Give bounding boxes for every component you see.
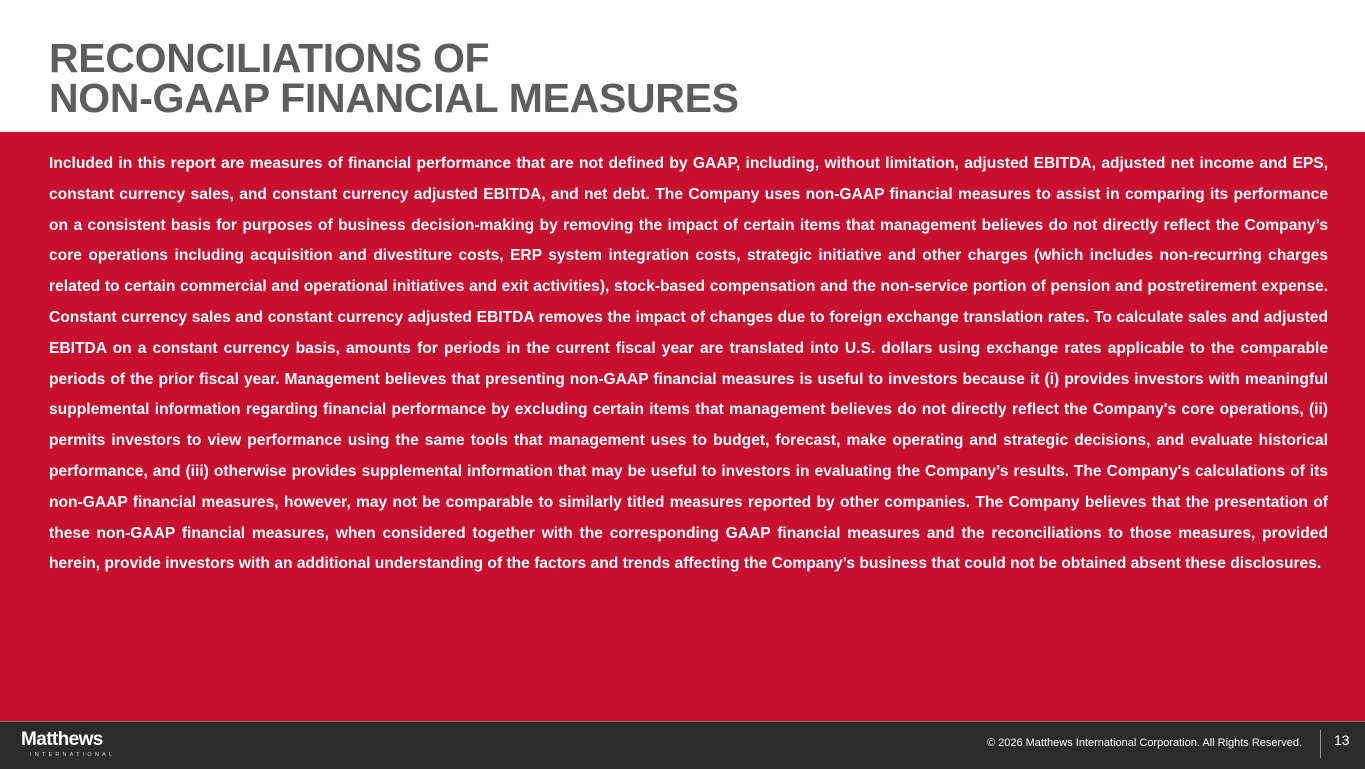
matthews-logo: [21, 729, 131, 763]
page-title-line-1: RECONCILIATIONS OF: [49, 35, 490, 81]
content-panel: [0, 132, 1365, 721]
logo-subtext: INTERNATIONAL: [30, 752, 116, 758]
slide-header: [0, 0, 1365, 132]
page-title: [49, 35, 739, 121]
logo-wordmark: Matthews: [21, 729, 103, 750]
disclosure-paragraph: Included in this report are measures of financial performance that are not defined by GAAP, including, without limitation, adjusted EBITDA, adjusted net income and EPS, constant currency sales, and constant currency adjusted EBITDA, and net debt. The Company uses non-GAAP financial measures to assist in comparing its performance on a consistent basis for purposes of business decision-making by removing the impact of certain items that management believes do not directly reflect the Company’s core operations including acquisition and divestiture costs, ERP system integration costs, strategic initiative and other charges (which includes non-recurring charges related to certain commercial and operational initiatives and exit activities), stock-based compensation and the non-service portion of pension and postretirement expense. Constant currency sales and constant currency adjusted EBITDA removes the impact of changes due to foreign exchange translation rates. To calculate sales and adjusted EBITDA on a constant currency basis, amounts for periods in the current fiscal year are translated into U.S. dollars using exchange rates applicable to the comparable periods of the prior fiscal year. Management believes that presenting non-GAAP financial measures is useful to investors because it (i) provides investors with meaningful supplemental information regarding financial performance by excluding certain items that management believes do not directly reflect the Company's core operations, (ii) permits investors to view performance using the same tools that management uses to budget, forecast, make operating and strategic decisions, and evaluate historical performance, and (iii) otherwise provides supplemental information that may be useful to investors in evaluating the Company’s results. The Company's calculations of its non-GAAP financial measures, however, may not be comparable to similarly titled measures reported by other companies. The Company believes that the presentation of these non-GAAP financial measures, when considered together with the corresponding GAAP financial measures and the reconciliations to those measures, provided herein, provide investors with an additional understanding of the factors and trends affecting the Company’s business that could not be obtained absent these disclosures.: [49, 155, 1328, 573]
footer-divider: [1320, 730, 1321, 758]
page-title-line-2: NON-GAAP FINANCIAL MEASURES: [49, 75, 739, 121]
slide-footer: [0, 721, 1365, 769]
page-number: 13: [1334, 732, 1350, 748]
copyright-notice: © 2026 Matthews International Corporation. All Rights Reserved.: [986, 737, 1302, 749]
